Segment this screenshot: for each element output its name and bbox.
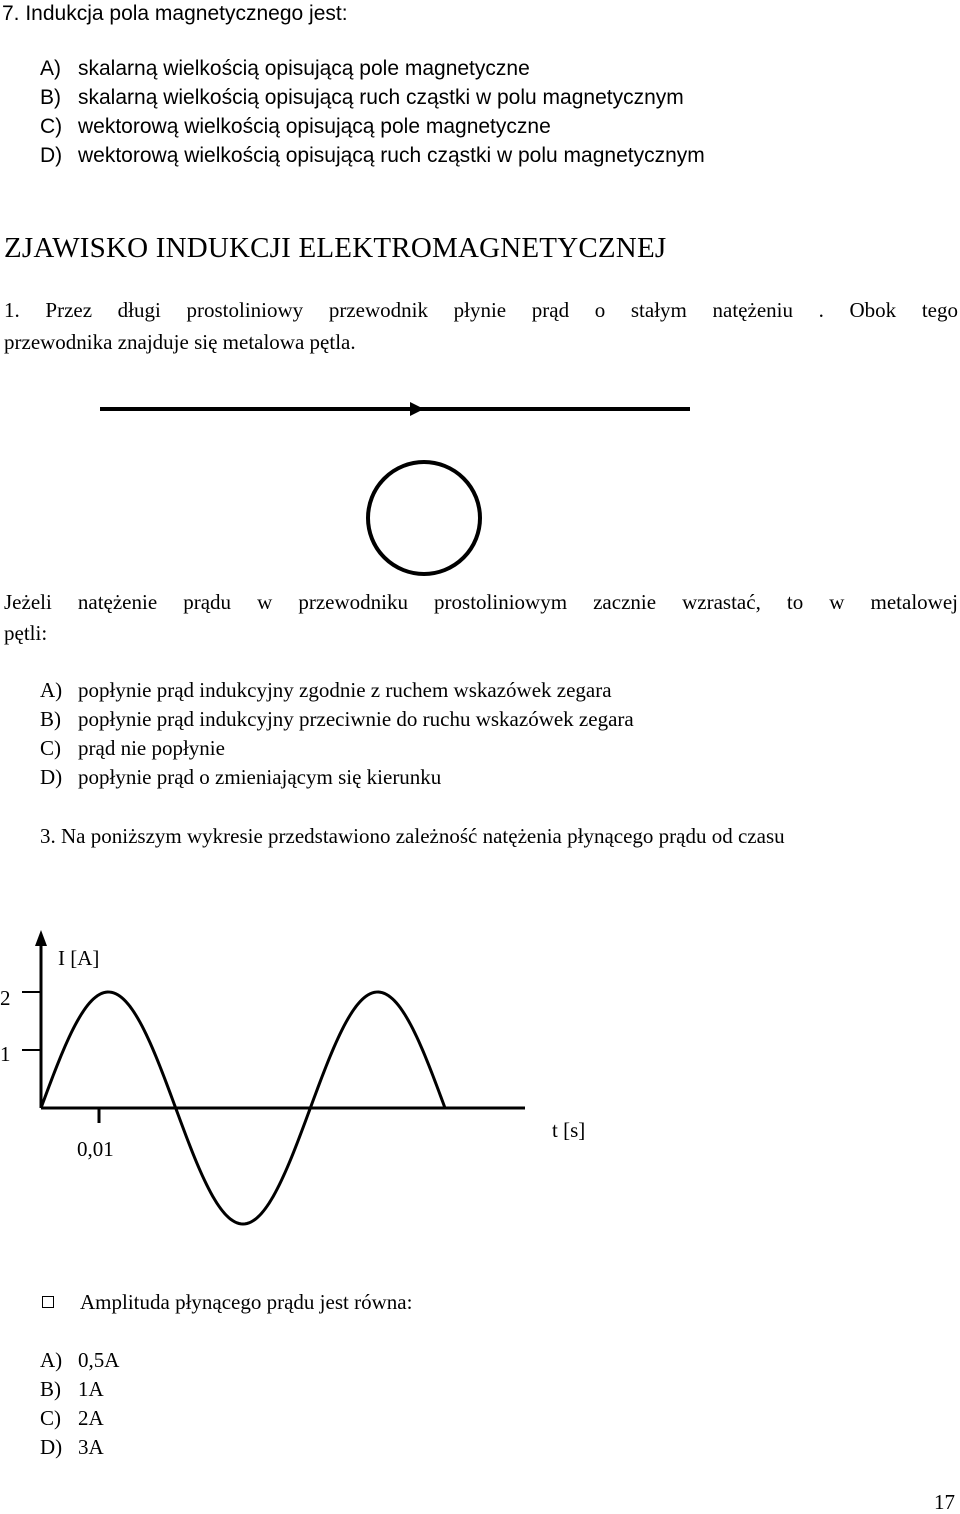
option-letter: C)	[40, 115, 63, 138]
option-text: wektorową wielkością opisującą pole magnetyczne	[78, 115, 551, 138]
option-letter: B)	[40, 1377, 61, 1401]
option-letter: A)	[40, 57, 61, 80]
option-text: 2A	[78, 1406, 104, 1430]
y-axis-label: I [A]	[58, 946, 100, 970]
page-number: 17	[934, 1490, 955, 1514]
option-letter: B)	[40, 707, 61, 731]
option-letter: D)	[40, 1435, 63, 1459]
option-text: prąd nie popłynie	[78, 736, 225, 760]
q1-text-line1: 1. Przez długi prostoliniowy przewodnik płynie prąd o stałym natężeniu . Obok tego	[4, 298, 958, 322]
option-letter: A)	[40, 1348, 63, 1372]
section-heading: ZJAWISKO INDUKCJI ELEKTROMAGNETYCZNEJ	[4, 232, 667, 264]
y-axis-arrow-icon	[35, 930, 47, 946]
q3-option-b	[40, 1377, 104, 1401]
q3-option-d	[40, 1435, 104, 1459]
option-text: popłynie prąd indukcyjny przeciwnie do ruchu wskazówek zegara	[78, 707, 634, 731]
option-text: 0,5A	[78, 1348, 120, 1372]
y-tick-label-2: 2	[0, 986, 11, 1010]
q3-intro: 3. Na poniższym wykresie przedstawiono zależność natężenia płynącego prądu od czasu	[40, 824, 785, 848]
y-tick-label-1: 1	[0, 1042, 11, 1066]
option-letter: D)	[40, 144, 63, 167]
q7-title: 7. Indukcja pola magnetycznego jest:	[2, 2, 348, 25]
option-text: popłynie prąd indukcyjny zgodnie z ruchem wskazówek zegara	[78, 678, 612, 702]
q1-text-line2: przewodnika znajduje się metalowa pętla.	[4, 330, 356, 354]
option-letter: A)	[40, 678, 63, 702]
option-text: 1A	[78, 1377, 104, 1401]
option-text: skalarną wielkością opisującą ruch cząstki w polu magnetycznym	[78, 86, 684, 109]
q3-prompt: Amplituda płynącego prądu jest równa:	[80, 1290, 413, 1314]
x-axis-label: t [s]	[552, 1118, 586, 1142]
option-text: wektorową wielkością opisującą ruch cząstki w polu magnetycznym	[78, 144, 705, 167]
option-text: popłynie prąd o zmieniającym się kierunku	[78, 765, 442, 789]
q3-option-a	[40, 1348, 119, 1372]
option-letter: D)	[40, 765, 63, 789]
option-letter: B)	[40, 86, 61, 109]
option-letter: C)	[40, 736, 61, 760]
checkbox-icon[interactable]	[42, 1296, 54, 1308]
q1-question-line2: pętli:	[4, 621, 48, 645]
q1-question-line1: Jeżeli natężenie prądu w przewodniku prostoliniowym zacznie wzrastać, to w metalowej	[4, 590, 958, 614]
q3-option-c	[40, 1406, 104, 1430]
option-text: 3A	[78, 1435, 104, 1459]
option-letter: C)	[40, 1406, 61, 1430]
option-text: skalarną wielkością opisującą pole magnetyczne	[78, 57, 530, 80]
x-tick-label-0-01: 0,01	[77, 1137, 114, 1161]
